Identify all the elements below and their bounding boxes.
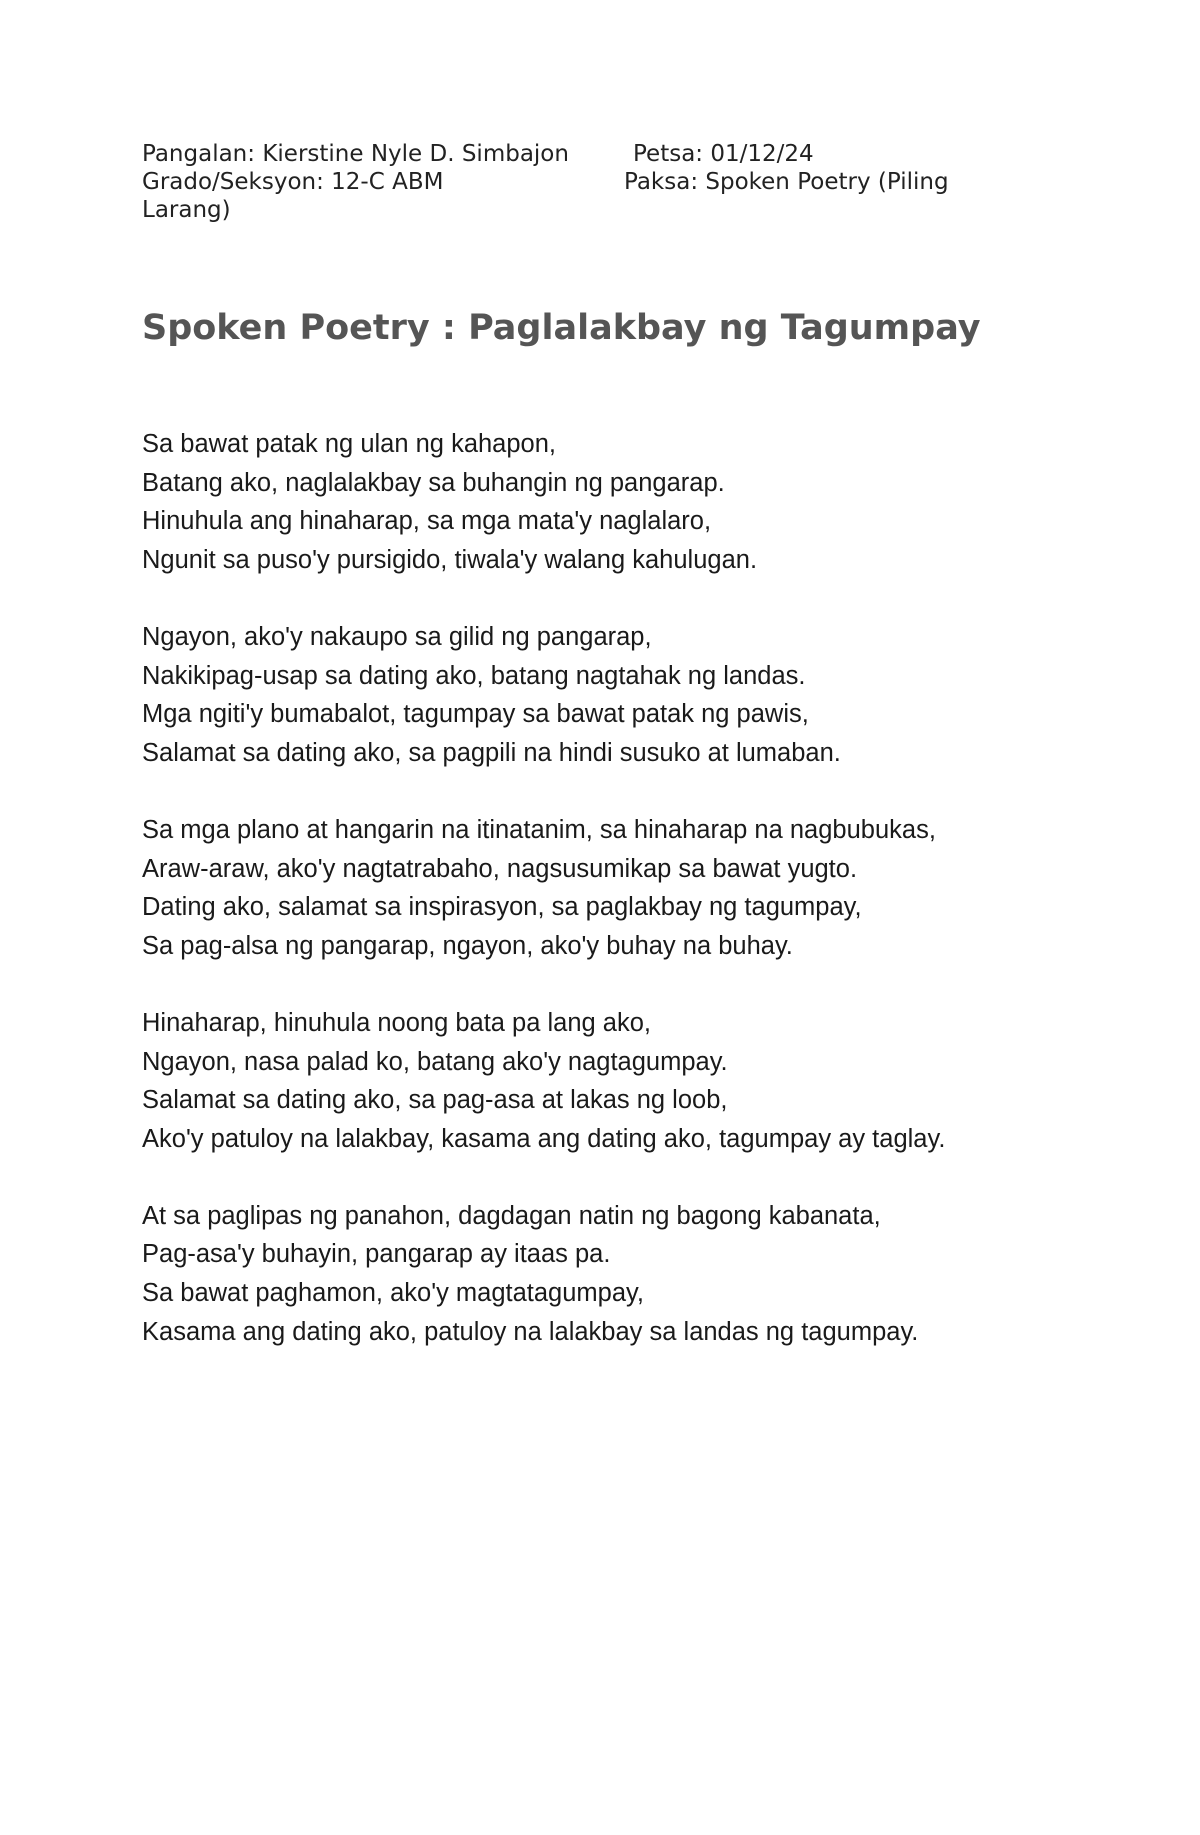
poem-line: Sa bawat patak ng ulan ng kahapon,	[142, 430, 556, 458]
poem-line: Sa bawat paghamon, ako'y magtatagumpay,	[142, 1279, 644, 1308]
poem-line: Ako'y patuloy na lalakbay, kasama ang dating ako, tagumpay ay taglay.	[142, 1124, 946, 1153]
poem-line: Ngunit sa puso'y pursigido, tiwala'y walang kahulugan.	[142, 545, 758, 574]
poem-line: Batang ako, naglalakbay sa buhangin ng pangarap.	[142, 468, 725, 497]
poem-stanza-3	[142, 811, 1142, 965]
poem-line: Ngayon, nasa palad ko, batang ako'y nagtagumpay.	[142, 1047, 728, 1076]
topic: Paksa: Spoken Poetry (Piling	[624, 169, 949, 195]
poem-line: Salamat sa dating ako, sa pag-asa at lakas ng loob,	[142, 1086, 728, 1115]
poem-stanza-4	[142, 1004, 1142, 1158]
poem-line: Pag-asa'y buhayin, pangarap ay itaas pa.	[142, 1240, 611, 1269]
poem-line: Kasama ang dating ako, patuloy na lalakbay sa landas ng tagumpay.	[142, 1317, 919, 1346]
student-name: Pangalan: Kierstine Nyle D. Simbajon	[142, 141, 569, 167]
poem-line: At sa paglipas ng panahon, dagdagan natin ng bagong kabanata,	[142, 1201, 881, 1230]
topic-continued: Larang)	[142, 197, 231, 223]
poem-line: Salamat sa dating ako, sa pagpili na hindi susuko at lumaban.	[142, 738, 841, 767]
header-row-name-date	[142, 140, 1042, 168]
header-row-section-topic	[142, 168, 1042, 196]
grade-section: Grado/Seksyon: 12-C ABM	[142, 169, 444, 195]
poem-line: Hinuhula ang hinaharap, sa mga mata'y naglalaro,	[142, 507, 712, 536]
poem-line: Mga ngiti'y bumabalot, tagumpay sa bawat patak ng pawis,	[142, 700, 809, 729]
poem-line: Hinaharap, hinuhula noong bata pa lang ako,	[142, 1008, 651, 1037]
poem-line: Sa mga plano at hangarin na itinatanim, sa hinaharap na nagbubukas,	[142, 815, 936, 844]
poem-line: Nakikipag-usap sa dating ako, batang nagtahak ng landas.	[142, 661, 806, 690]
poem-body	[142, 425, 1142, 1390]
poem-title: Spoken Poetry : Paglalakbay ng Tagumpay	[142, 308, 981, 348]
poem-stanza-1	[142, 425, 1142, 579]
poem-line: Araw-araw, ako'y nagtatrabaho, nagsusumikap sa bawat yugto.	[142, 854, 858, 883]
header-row-topic-continued	[142, 196, 1042, 224]
date: Petsa: 01/12/24	[633, 141, 814, 167]
student-info-header	[142, 140, 1042, 224]
poem-line: Sa pag-alsa ng pangarap, ngayon, ako'y buhay na buhay.	[142, 931, 793, 960]
poem-stanza-2	[142, 618, 1142, 772]
poem-stanza-5	[142, 1197, 1142, 1351]
poem-line: Dating ako, salamat sa inspirasyon, sa paglakbay ng tagumpay,	[142, 893, 862, 922]
poem-line: Ngayon, ako'y nakaupo sa gilid ng pangarap,	[142, 622, 652, 651]
